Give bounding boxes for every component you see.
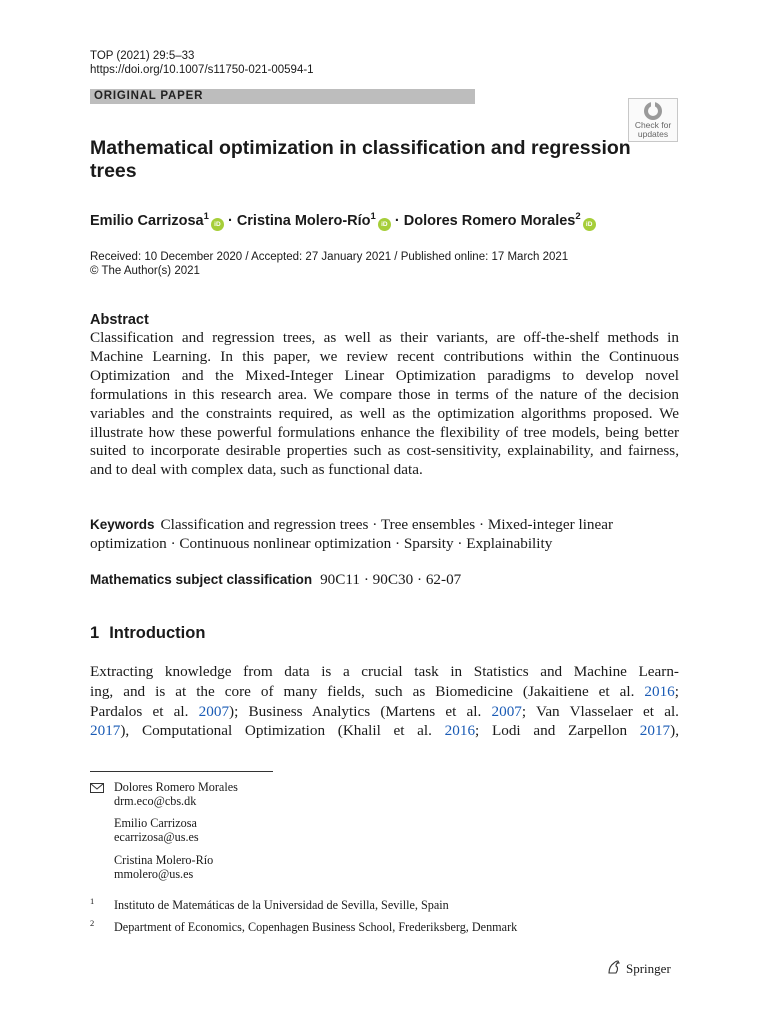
article-category: ORIGINAL PAPER bbox=[90, 89, 475, 104]
affiliation-text: Instituto de Matemáticas de la Universidad de Sevilla, Seville, Spain bbox=[114, 898, 449, 912]
doi-link[interactable]: https://doi.org/10.1007/s11750-021-00594-1 bbox=[90, 64, 314, 76]
author-contact-email[interactable]: mmolero@us.es bbox=[114, 867, 194, 881]
text-line: ing, and is at the core of many fields, such as Biomedicine (Jakaitiene et al. 2016; bbox=[90, 682, 679, 700]
author-affiliation-mark: 1 bbox=[203, 211, 209, 222]
citation-link[interactable]: 2016 bbox=[444, 722, 476, 740]
citation-link[interactable]: 2017 bbox=[90, 722, 121, 740]
affiliation-text: Department of Economics, Copenhagen Business School, Frederiksberg, Denmark bbox=[114, 920, 518, 934]
springer-horse-icon bbox=[606, 959, 622, 975]
citation-link[interactable]: 2016 bbox=[644, 682, 675, 700]
paper-title: Mathematical optimization in classification and regression trees bbox=[90, 137, 631, 182]
check-for-updates-badge[interactable] bbox=[628, 98, 678, 142]
orcid-icon[interactable]: iD bbox=[583, 218, 596, 231]
msc-section bbox=[90, 570, 461, 589]
msc-label: Mathematics subject classification bbox=[90, 572, 313, 587]
affiliation-number: 2 bbox=[90, 918, 95, 928]
keywords-label: Keywords bbox=[90, 517, 155, 532]
journal-reference: TOP (2021) 29:5–33 bbox=[90, 50, 195, 62]
publication-dates: Received: 10 December 2020 / Accepted: 27 January 2021 / Published online: 17 March 2021 bbox=[90, 251, 569, 263]
author-contact-name: Emilio Carrizosa bbox=[114, 816, 197, 830]
section-heading bbox=[90, 624, 205, 643]
section-number: 1 bbox=[90, 624, 100, 642]
author-affiliation-mark: 2 bbox=[575, 211, 581, 222]
affiliation-number: 1 bbox=[90, 896, 95, 906]
corresponding-author-name: Dolores Romero Morales bbox=[114, 780, 238, 794]
citation-link[interactable]: 2017 bbox=[639, 722, 671, 740]
text-line: Pardalos et al. 2007); Business Analytics (Martens et al. 2007; Van Vlasselaer et al. bbox=[90, 702, 679, 720]
text-line: 2017), Computational Optimization (Khalil et al. 2016; Lodi and Zarpellon 2017), bbox=[90, 722, 679, 740]
footnote-divider bbox=[90, 771, 273, 772]
corresponding-author-email[interactable]: drm.eco@cbs.dk bbox=[114, 794, 197, 808]
orcid-icon[interactable]: iD bbox=[378, 218, 391, 231]
abstract-heading: Abstract bbox=[90, 312, 149, 328]
author-list: Emilio Carrizosa$^1$iD · Cristina Molero-Río$^1$iD · Dolores Romero Morales$^2$iD bbox=[90, 207, 596, 231]
mail-icon bbox=[90, 783, 104, 793]
author-name: Dolores Romero Morales bbox=[403, 212, 576, 229]
check-for-updates-label: Check for updates bbox=[634, 120, 672, 139]
author-name: Cristina Molero-Río bbox=[236, 212, 371, 229]
section-title: Introduction bbox=[109, 624, 206, 642]
author-name: Emilio Carrizosa bbox=[90, 212, 204, 229]
keywords-section bbox=[90, 515, 679, 553]
author-affiliation-mark: 1 bbox=[370, 211, 376, 222]
author-contact-name: Cristina Molero-Río bbox=[114, 853, 214, 867]
intro-paragraph bbox=[90, 662, 679, 741]
citation-link[interactable]: 2007 bbox=[491, 702, 522, 720]
keywords-text: Classification and regression trees · Tree ensembles · Mixed-integer linear optimization · Continuous nonlinear optimization · Sparsity · Explainability bbox=[90, 516, 614, 552]
orcid-icon[interactable]: iD bbox=[211, 218, 224, 231]
author-contact-email[interactable]: ecarrizosa@us.es bbox=[114, 830, 199, 844]
msc-codes: 90C11 · 90C30 · 62-07 bbox=[320, 571, 462, 588]
check-for-updates-icon bbox=[644, 102, 662, 120]
publisher-name: Springer bbox=[626, 961, 671, 976]
citation-link[interactable]: 2007 bbox=[198, 702, 230, 720]
text-line: Extracting knowledge from data is a crucial task in Statistics and Machine Learn- bbox=[90, 663, 679, 680]
copyright-notice: © The Author(s) 2021 bbox=[90, 265, 200, 277]
abstract-text: Classification and regression trees, as well as their variants, are off-the-shelf methods in Machine Learning. In this paper, we review recent contributions within the Continuous Optimization and the Mixed-Integer Linear Optimization paradigms to develop novel formulations in this research area. We compare those in terms of the nature of the decision variables and the constraints required, as well as the optimization algorithms proposed. We illustrate how these powerful formulations enhance the flexibility of tree models, being better suited to incorporate desirable properties such as cost-sensitivity, explainability, and fairness, and to deal with complex data, such as functional data. bbox=[90, 329, 679, 479]
publisher-logo bbox=[606, 959, 671, 977]
